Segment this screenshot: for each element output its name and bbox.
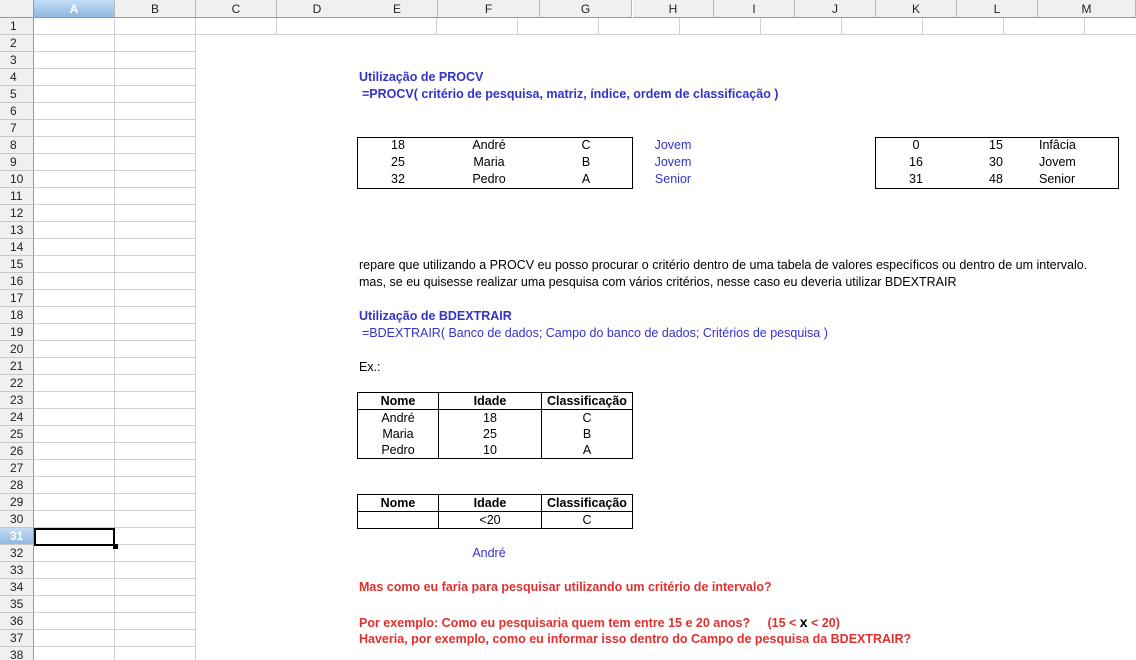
db-cell[interactable]: André [358, 410, 439, 427]
cell-m10[interactable]: Senior [1039, 172, 1076, 186]
cell-g9[interactable]: B [581, 155, 591, 169]
row-header-34[interactable]: 34 [0, 579, 34, 596]
row-header-5[interactable]: 5 [0, 86, 34, 103]
row-header-4[interactable]: 4 [0, 69, 34, 86]
criteria-table [357, 494, 633, 529]
cell-g10[interactable]: A [581, 172, 591, 186]
procv-formula: =PROCV( critério de pesquisa, matriz, índice, ordem de classificação ) [362, 87, 779, 101]
row-header-37[interactable]: 37 [0, 630, 34, 647]
column-header-h[interactable]: H [633, 0, 714, 18]
crit-cell[interactable]: C [542, 512, 633, 529]
crit-header-idade[interactable]: Idade [439, 495, 542, 512]
row-header-31[interactable]: 31 [0, 528, 34, 545]
db-cell[interactable]: B [542, 426, 633, 442]
question-row36-part1: Por exemplo: Como eu pesquisaria quem tem entre 15 e 20 anos? (15 < [359, 616, 800, 630]
db-cell[interactable]: 25 [439, 426, 542, 442]
row-header-33[interactable]: 33 [0, 562, 34, 579]
cell-h8[interactable]: Jovem [654, 138, 692, 152]
fill-handle[interactable] [113, 544, 118, 549]
question-row37[interactable]: Haveria, por exemplo, como eu informar isso dentro do Campo de pesquisa da BDEXTRAIR? [359, 632, 912, 646]
row-header-30[interactable]: 30 [0, 511, 34, 528]
row-header-2[interactable]: 2 [0, 35, 34, 52]
row-header-19[interactable]: 19 [0, 324, 34, 341]
database-table [357, 392, 633, 459]
row-header-14[interactable]: 14 [0, 239, 34, 256]
column-header-g[interactable]: G [540, 0, 632, 18]
row-header-10[interactable]: 10 [0, 171, 34, 188]
column-header-k[interactable]: K [876, 0, 957, 18]
db-cell[interactable]: A [542, 442, 633, 459]
column-header-a[interactable]: A [34, 0, 115, 18]
row-header-35[interactable]: 35 [0, 596, 34, 613]
row-header-23[interactable]: 23 [0, 392, 34, 409]
active-cell-a31[interactable] [34, 528, 115, 546]
row-header-24[interactable]: 24 [0, 409, 34, 426]
row-header-11[interactable]: 11 [0, 188, 34, 205]
row-header-21[interactable]: 21 [0, 358, 34, 375]
column-header-i[interactable]: I [714, 0, 795, 18]
crit-header-classificacao[interactable]: Classificação [542, 495, 633, 512]
row-header-8[interactable]: 8 [0, 137, 34, 154]
column-header-e[interactable]: E [357, 0, 438, 18]
table-row [358, 442, 633, 459]
cell-f8[interactable]: André [472, 138, 506, 152]
table-row [358, 410, 633, 427]
row-header-13[interactable]: 13 [0, 222, 34, 239]
question-row36-x: x [799, 614, 808, 630]
cell-e8[interactable]: 18 [391, 138, 405, 152]
column-header-m[interactable]: M [1038, 0, 1136, 18]
cell-f10[interactable]: Pedro [472, 172, 506, 186]
column-header-b[interactable]: B [115, 0, 196, 18]
row-header-27[interactable]: 27 [0, 460, 34, 477]
row-header-38[interactable]: 38 [0, 647, 34, 660]
row-header-26[interactable]: 26 [0, 443, 34, 460]
bdextrair-result[interactable]: André [472, 546, 506, 560]
db-cell[interactable]: Pedro [358, 442, 439, 459]
select-all-corner[interactable] [0, 0, 34, 18]
cell-e9[interactable]: 25 [391, 155, 405, 169]
example-label: Ex.: [359, 360, 381, 374]
row-header-15[interactable]: 15 [0, 256, 34, 273]
cell-l8[interactable]: 15 [989, 138, 1003, 152]
procv-title: Utilização de PROCV [359, 70, 484, 84]
cell-m8[interactable]: Infâcia [1039, 138, 1076, 152]
db-cell[interactable]: C [542, 410, 633, 427]
db-header-classificacao[interactable]: Classificação [542, 393, 633, 410]
grid-area-top-right [356, 18, 1136, 35]
bdextrair-formula: =BDEXTRAIR( Banco de dados; Campo do banco de dados; Critérios de pesquisa ) [362, 326, 828, 340]
row-header-17[interactable]: 17 [0, 290, 34, 307]
bdextrair-title: Utilização de BDEXTRAIR [359, 309, 512, 323]
row-header-18[interactable]: 18 [0, 307, 34, 324]
cell-k9[interactable]: 16 [909, 155, 923, 169]
cell-k10[interactable]: 31 [909, 172, 923, 186]
cell-l10[interactable]: 48 [989, 172, 1003, 186]
note-row15[interactable]: repare que utilizando a PROCV eu posso procurar o critério dentro de uma tabela de valores específicos ou dentro de um intervalo. [359, 258, 1088, 272]
row-header-32[interactable]: 32 [0, 545, 34, 562]
cell-h9[interactable]: Jovem [654, 155, 692, 169]
cell-l9[interactable]: 30 [989, 155, 1003, 169]
row-header-6[interactable]: 6 [0, 103, 34, 120]
row-header-7[interactable]: 7 [0, 120, 34, 137]
db-header-idade[interactable]: Idade [439, 393, 542, 410]
column-header-j[interactable]: J [795, 0, 876, 18]
row-header-3[interactable]: 3 [0, 52, 34, 69]
row-header-29[interactable]: 29 [0, 494, 34, 511]
cell-k8[interactable]: 0 [912, 138, 920, 152]
row-header-20[interactable]: 20 [0, 341, 34, 358]
question-row36-part2: < 20) [807, 616, 840, 630]
row-header-16[interactable]: 16 [0, 273, 34, 290]
row-header-28[interactable]: 28 [0, 477, 34, 494]
crit-cell[interactable] [358, 512, 439, 529]
column-header-l[interactable]: L [957, 0, 1038, 18]
row-header-36[interactable]: 36 [0, 613, 34, 630]
table-row [358, 512, 633, 529]
column-header-f[interactable]: F [438, 0, 540, 18]
question-row34[interactable]: Mas como eu faria para pesquisar utilizando um critério de intervalo? [359, 580, 772, 594]
note-row16[interactable]: mas, se eu quisesse realizar uma pesquisa com vários critérios, nesse caso eu deveria utilizar BDEXTRAIR [359, 275, 957, 289]
row-header-9[interactable]: 9 [0, 154, 34, 171]
db-cell[interactable]: 18 [439, 410, 542, 427]
row-header-25[interactable]: 25 [0, 426, 34, 443]
cell-h10[interactable]: Senior [654, 172, 692, 186]
db-header-nome[interactable]: Nome [358, 393, 439, 410]
cell-e10[interactable]: 32 [391, 172, 405, 186]
table-row [358, 426, 633, 442]
grid-area [34, 18, 196, 660]
crit-cell[interactable]: <20 [439, 512, 542, 529]
column-header-c[interactable]: C [196, 0, 277, 18]
grid-area-top [196, 18, 356, 35]
row-header-12[interactable]: 12 [0, 205, 34, 222]
row-header-22[interactable]: 22 [0, 375, 34, 392]
row-header-1[interactable]: 1 [0, 18, 34, 35]
crit-header-nome[interactable]: Nome [358, 495, 439, 512]
cell-f9[interactable]: Maria [473, 155, 505, 169]
question-row36[interactable] [359, 614, 840, 631]
column-header-d[interactable]: D [277, 0, 358, 18]
db-cell[interactable]: 10 [439, 442, 542, 459]
cell-m9[interactable]: Jovem [1039, 155, 1076, 169]
cell-g8[interactable]: C [581, 138, 591, 152]
db-cell[interactable]: Maria [358, 426, 439, 442]
